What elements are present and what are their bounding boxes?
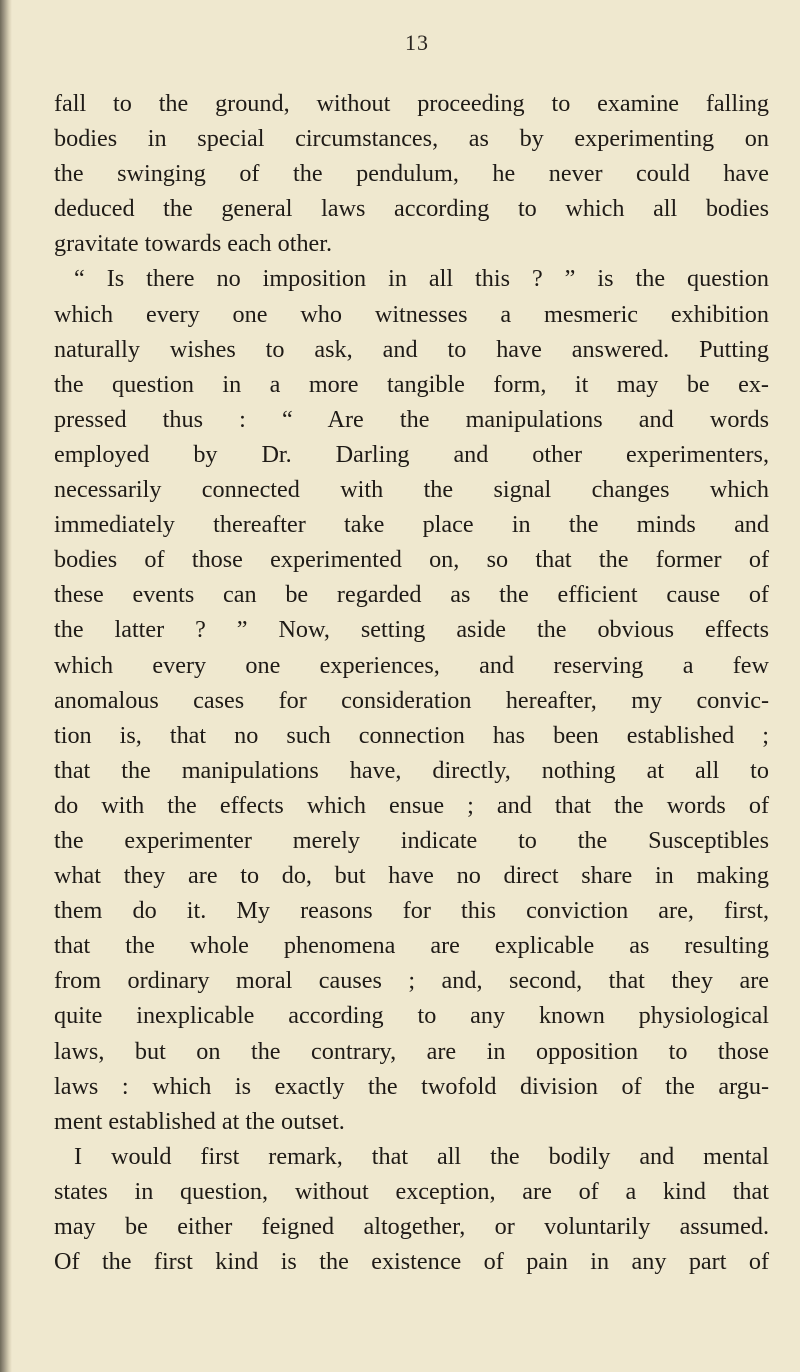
text-line: which every one experiences, and reserving a few: [54, 651, 769, 679]
text-line: deduced the general laws according to which all bodies: [54, 195, 769, 223]
text-line: which every one who witnesses a mesmeric exhibition: [54, 300, 769, 328]
text-line: laws : which is exactly the twofold division of the argu-: [54, 1072, 769, 1100]
text-line: gravitate towards each other.: [54, 230, 333, 258]
text-line: I would first remark, that all the bodily and mental: [74, 1142, 769, 1170]
text-line: these events can be regarded as the efficient cause of: [54, 581, 769, 609]
text-line: quite inexplicable according to any known physiological: [54, 1002, 769, 1030]
text-line: tion is, that no such connection has been established ;: [54, 721, 769, 749]
text-line: from ordinary moral causes ; and, second, that they are: [54, 967, 769, 995]
text-line: the latter ? ” Now, setting aside the obvious effects: [54, 616, 769, 644]
body-text: [54, 86, 769, 1279]
text-line: bodies in special circumstances, as by experimenting on: [54, 125, 769, 153]
text-line: Of the first kind is the existence of pain in any part of: [54, 1248, 769, 1276]
text-line: the question in a more tangible form, it may be ex-: [54, 370, 769, 398]
binding-edge: [0, 0, 12, 1372]
text-line: do with the effects which ensue ; and that the words of: [54, 791, 769, 819]
text-line: “ Is there no imposition in all this ? ” is the question: [74, 265, 769, 293]
text-line: the swinging of the pendulum, he never could have: [54, 160, 769, 188]
text-line: may be either feigned altogether, or voluntarily assumed.: [54, 1213, 769, 1240]
text-line: what they are to do, but have no direct share in making: [54, 862, 769, 890]
page-number: 13: [405, 30, 429, 55]
text-line: naturally wishes to ask, and to have answered. Putting: [54, 335, 769, 363]
text-line: bodies of those experimented on, so that the former of: [54, 546, 769, 574]
text-line: necessarily connected with the signal changes which: [54, 476, 769, 504]
text-line: that the manipulations have, directly, nothing at all to: [54, 756, 769, 784]
text-line: employed by Dr. Darling and other experimenters,: [54, 440, 769, 468]
text-line: the experimenter merely indicate to the Susceptibles: [54, 826, 769, 854]
text-line: anomalous cases for consideration hereafter, my convic-: [54, 686, 769, 714]
text-line: pressed thus : “ Are the manipulations and words: [54, 405, 769, 433]
text-line: states in question, without exception, are of a kind that: [54, 1177, 769, 1205]
text-line: fall to the ground, without proceeding to examine falling: [54, 90, 769, 117]
text-line: them do it. My reasons for this conviction are, first,: [54, 897, 769, 925]
text-line: that the whole phenomena are explicable as resulting: [54, 932, 769, 960]
text-line: ment established at the outset.: [54, 1107, 345, 1135]
text-line: immediately thereafter take place in the minds and: [54, 511, 769, 539]
text-line: laws, but on the contrary, are in opposition to those: [54, 1037, 769, 1065]
